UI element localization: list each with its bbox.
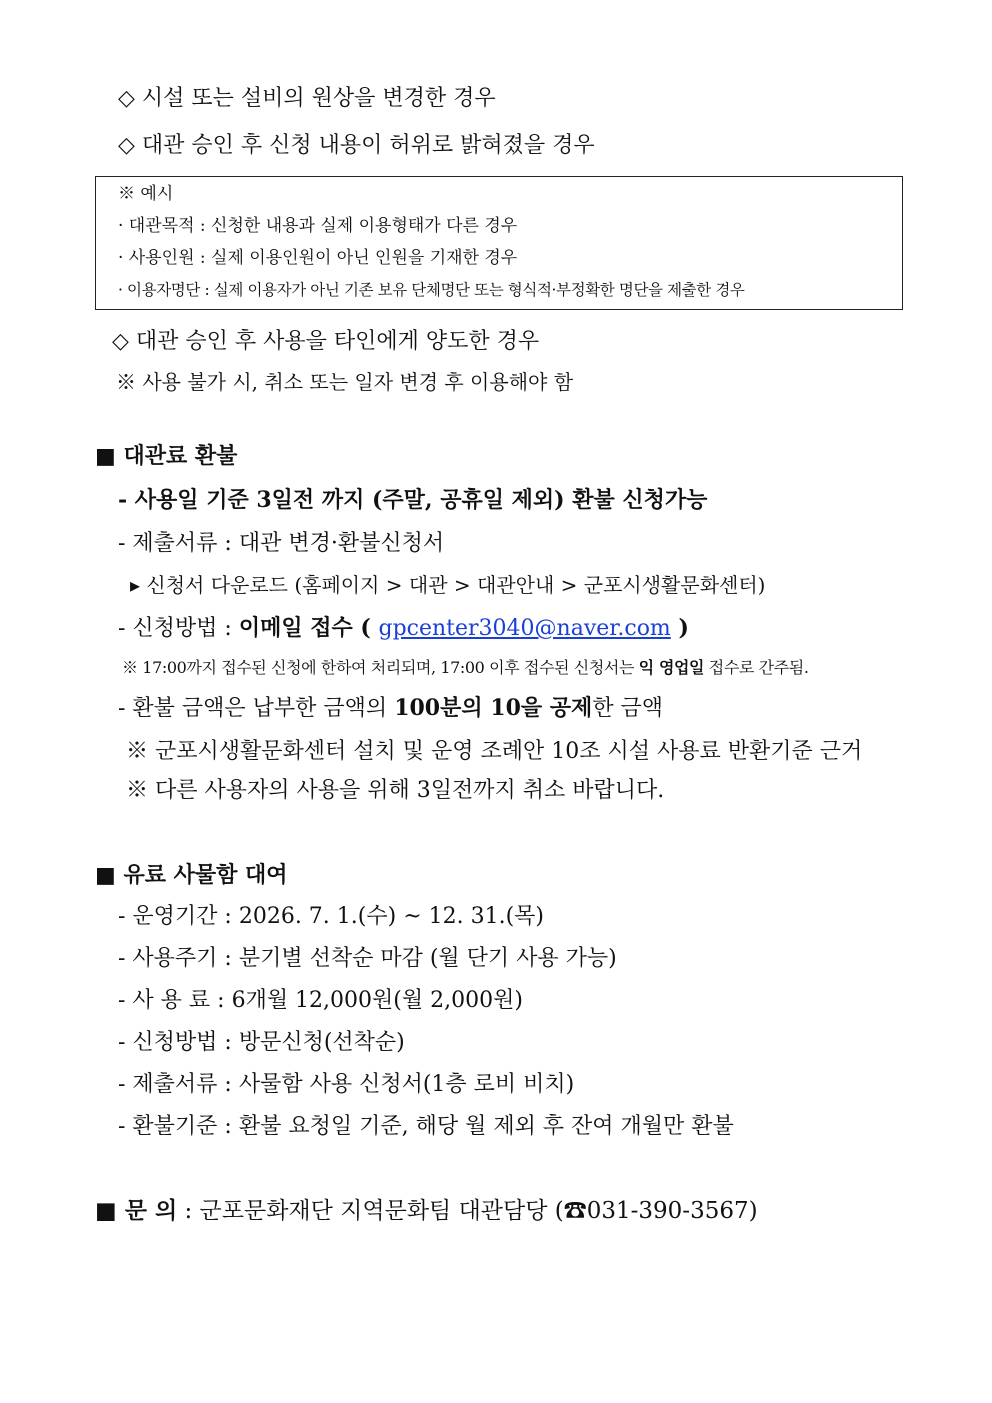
refund-time-note-a: ※ 17:00까지 접수된 신청에 한하여 처리되며, 17:00 이후 접수된 신청서는 bbox=[122, 658, 639, 677]
refund-amount-bold: 100분의 10을 공제 bbox=[394, 695, 593, 721]
refund-method-close: ) bbox=[670, 615, 689, 641]
locker-refund: - 환불기준 : 환불 요청일 기준, 해당 월 제외 후 잔여 개월만 환불 bbox=[118, 1114, 734, 1139]
example-title: ※ 예시 bbox=[118, 184, 174, 204]
refund-method bbox=[118, 617, 689, 640]
transfer-note: ※ 사용 불가 시, 취소 또는 일자 변경 후 이용해야 함 bbox=[116, 370, 574, 394]
transfer-item: ◇ 대관 승인 후 사용을 타인에게 양도한 경우 bbox=[112, 329, 540, 354]
refund-amount bbox=[118, 697, 663, 720]
refund-download: ▸ 신청서 다운로드 (홈페이지 > 대관 > 대관안내 > 군포시생활문화센터) bbox=[130, 573, 766, 597]
refund-amount-a: - 환불 금액은 납부한 금액의 bbox=[118, 696, 395, 721]
locker-fee: - 사 용 료 : 6개월 12,000원(월 2,000원) bbox=[118, 988, 523, 1013]
locker-method: - 신청방법 : 방문신청(선착순) bbox=[118, 1030, 405, 1055]
contact-heading: ■ 문 의 bbox=[95, 1197, 178, 1224]
refund-method-email-label: 이메일 접수 ( bbox=[238, 615, 379, 641]
locker-period: - 운영기간 : 2026. 7. 1.(수) ~ 12. 31.(목) bbox=[118, 904, 545, 929]
contact-line bbox=[95, 1199, 758, 1223]
refund-time-note-bold: 익 영업일 bbox=[638, 658, 705, 677]
change-facility-item: ◇ 시설 또는 설비의 원상을 변경한 경우 bbox=[118, 86, 496, 111]
refund-documents: - 제출서류 : 대관 변경·환불신청서 bbox=[118, 531, 445, 556]
refund-amount-b: 한 금액 bbox=[592, 696, 664, 721]
example-box bbox=[95, 176, 903, 310]
example-row-purpose: · 대관목적 : 신청한 내용과 실제 이용형태가 다른 경우 bbox=[118, 216, 518, 236]
refund-method-label: - 신청방법 : bbox=[118, 616, 239, 641]
refund-request: ※ 다른 사용자의 사용을 위해 3일전까지 취소 바랍니다. bbox=[126, 778, 665, 803]
refund-time-note bbox=[122, 660, 809, 676]
refund-heading: ■ 대관료 환불 bbox=[95, 443, 238, 469]
refund-deadline: - 사용일 기준 3일전 까지 (주말, 공휴일 제외) 환불 신청가능 bbox=[118, 487, 708, 513]
refund-basis: ※ 군포시생활문화센터 설치 및 운영 조례안 10조 시설 사용료 반환기준 근거 bbox=[126, 739, 863, 764]
contact-text: : 군포문화재단 지역문화팀 대관담당 (☎031-390-3567) bbox=[177, 1198, 758, 1224]
locker-cycle: - 사용주기 : 분기별 선착순 마감 (월 단기 사용 가능) bbox=[118, 946, 617, 971]
false-application-item: ◇ 대관 승인 후 신청 내용이 허위로 밝혀졌을 경우 bbox=[118, 133, 595, 158]
example-row-headcount: · 사용인원 : 실제 이용인원이 아닌 인원을 기재한 경우 bbox=[118, 248, 518, 268]
refund-time-note-b: 접수로 간주됨. bbox=[704, 658, 809, 677]
locker-documents: - 제출서류 : 사물함 사용 신청서(1층 로비 비치) bbox=[118, 1072, 575, 1097]
locker-heading: ■ 유료 사물함 대여 bbox=[95, 862, 288, 888]
refund-email-link[interactable]: gpcenter3040@naver.com bbox=[378, 616, 671, 641]
example-row-roster: · 이용자명단 : 실제 이용자가 아닌 기존 보유 단체명단 또는 형식적·부정확한 명단을 제출한 경우 bbox=[118, 281, 745, 299]
